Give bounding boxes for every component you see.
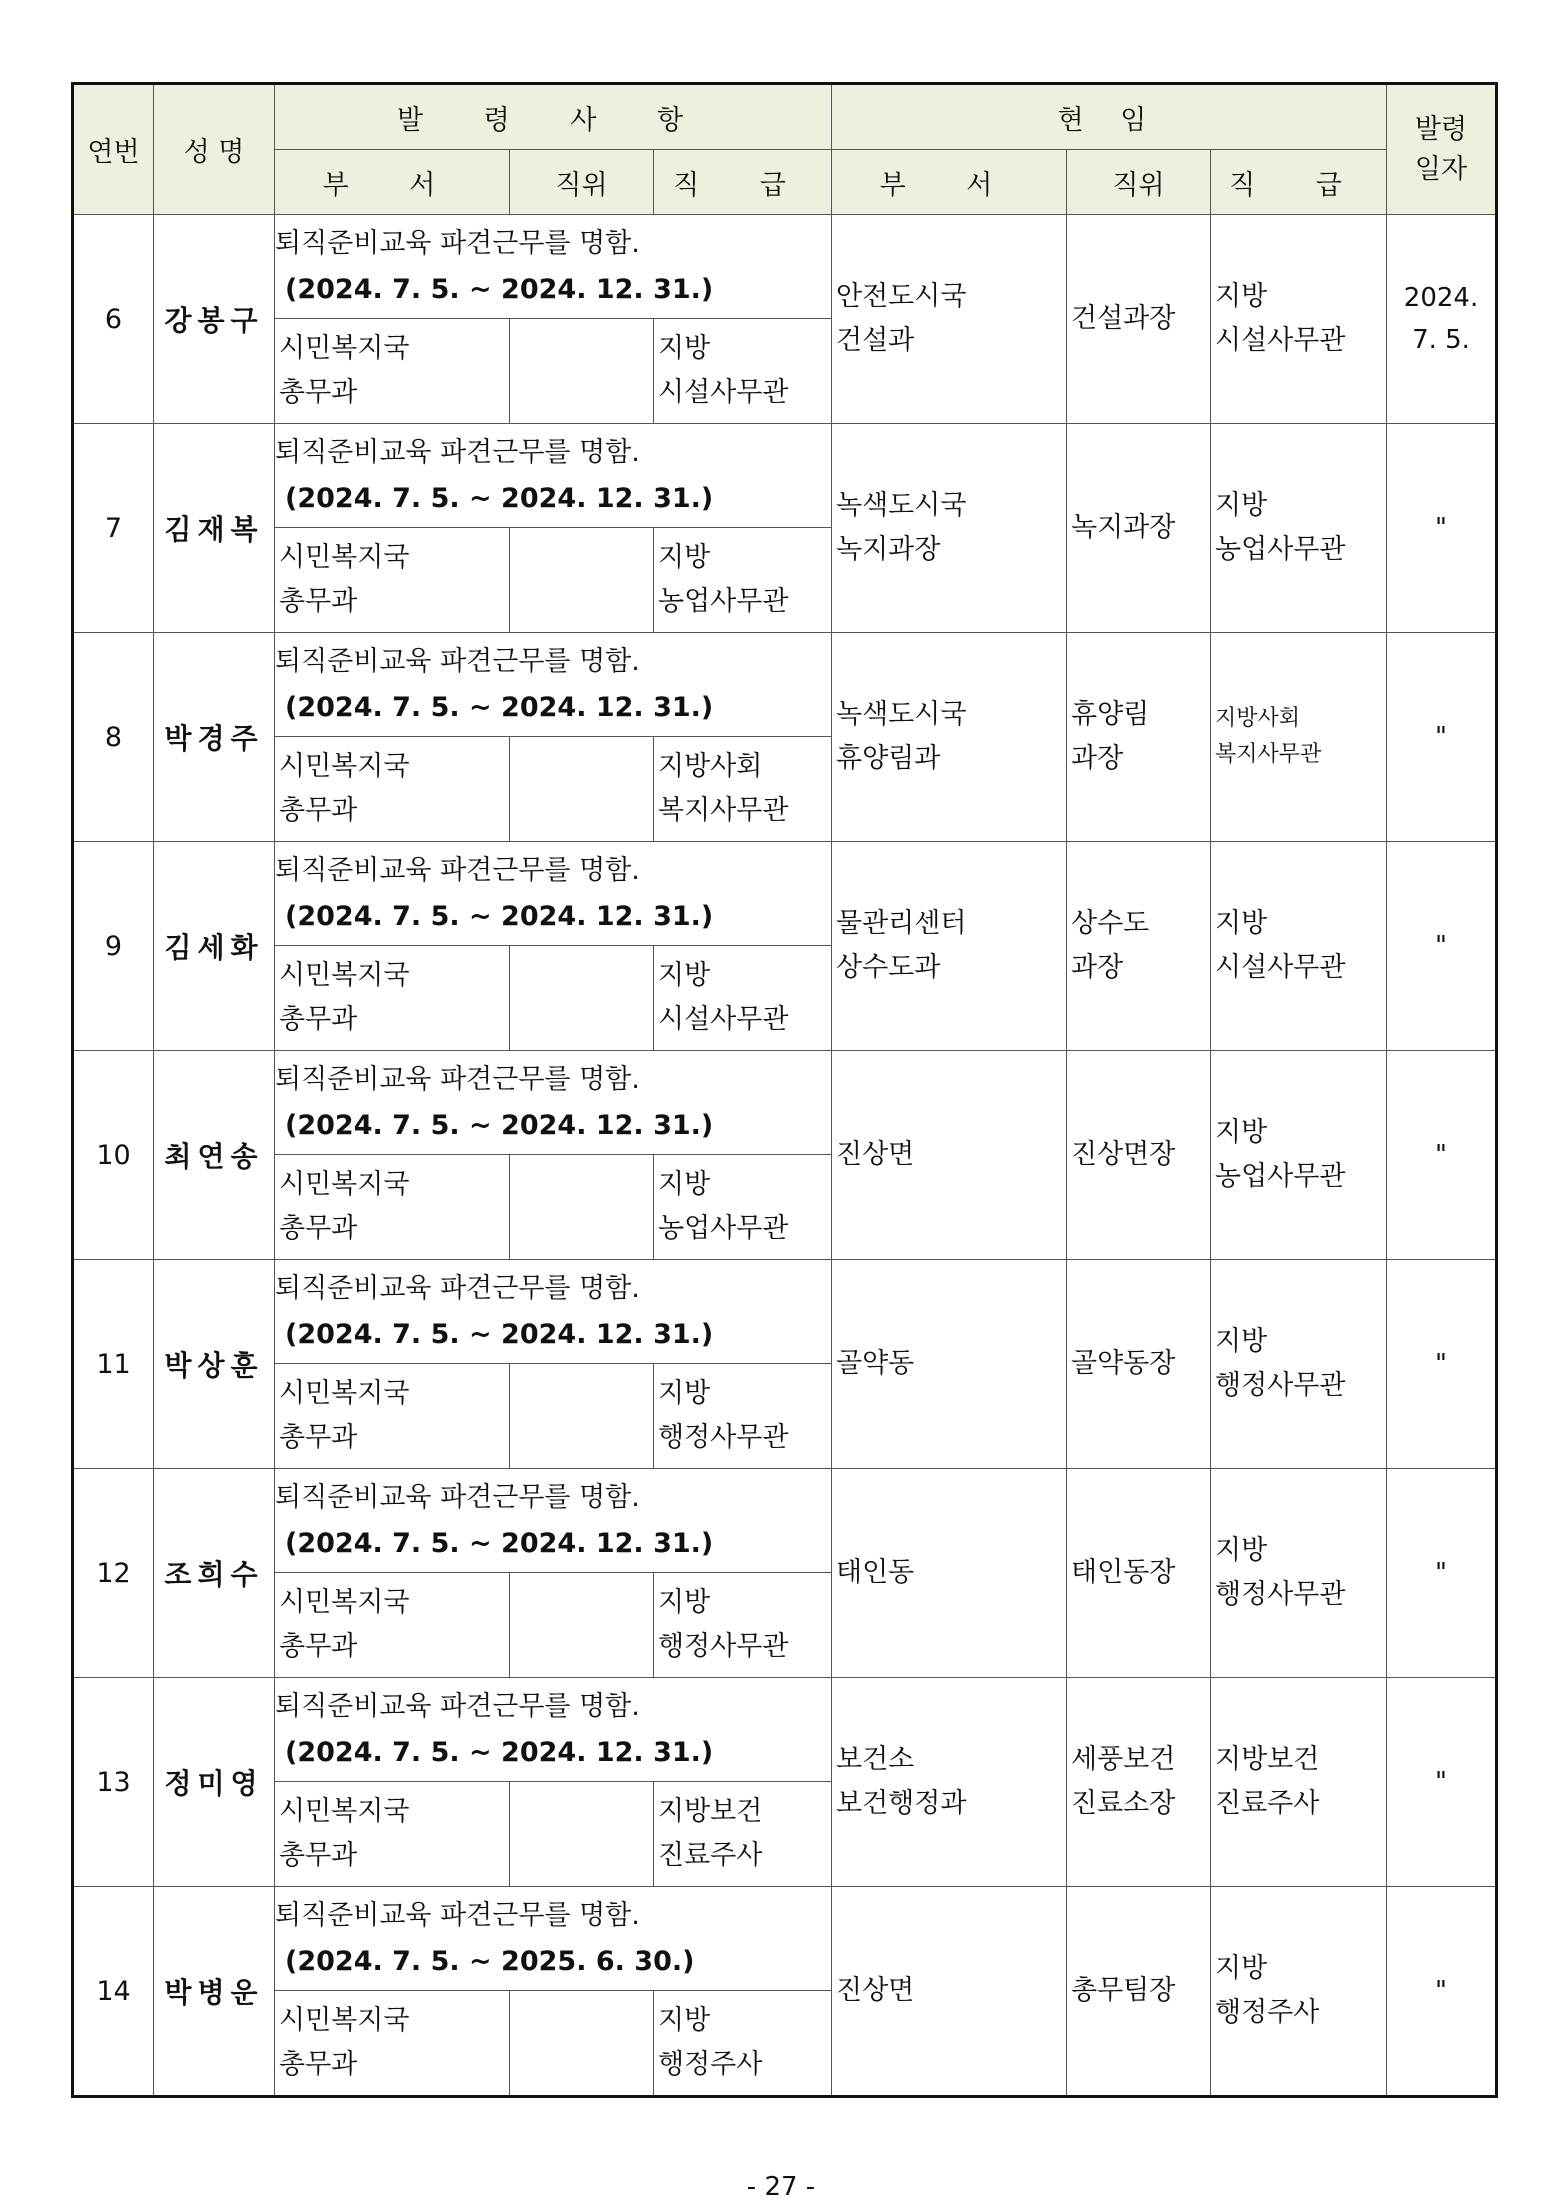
new-dept-line1: 시민복지국 <box>279 1169 410 1200</box>
row-no: 7 <box>73 424 154 633</box>
current-position <box>1067 424 1211 633</box>
current-dept-line1: 안전도시국 <box>836 281 967 312</box>
new-dept <box>275 737 510 842</box>
current-dept-line2: 상수도과 <box>836 952 941 983</box>
order-period: (2024. 7. 5. ~ 2024. 12. 31.) <box>285 482 714 514</box>
current-dept-line1: 진상면 <box>836 1975 915 2006</box>
order-date-line1: " <box>1435 513 1447 543</box>
new-dept-line1: 시민복지국 <box>279 542 410 573</box>
current-grade-line1: 지방 <box>1215 490 1268 521</box>
new-grade <box>654 1573 832 1678</box>
current-position-line1: 골약동장 <box>1071 1348 1176 1379</box>
new-grade-line2: 농업사무관 <box>658 586 789 617</box>
current-dept-line2: 녹지과장 <box>836 534 941 565</box>
current-grade-line2: 복지사무관 <box>1215 742 1322 767</box>
current-grade-line1: 지방 <box>1215 908 1268 939</box>
current-position-line2: 과장 <box>1071 743 1124 774</box>
current-dept <box>832 1051 1067 1260</box>
order-text: 퇴직준비교육 파견근무를 명함. <box>275 1899 640 1931</box>
header-current <box>832 84 1387 150</box>
new-grade-line2: 복지사무관 <box>658 795 789 826</box>
current-grade-line1: 지방 <box>1215 1326 1268 1357</box>
current-dept-line2: 휴양림과 <box>836 743 941 774</box>
new-dept-line2: 총무과 <box>279 1840 358 1871</box>
current-dept-line1: 골약동 <box>836 1348 915 1379</box>
new-position <box>510 737 654 842</box>
table-row <box>73 424 1497 528</box>
row-no: 8 <box>73 633 154 842</box>
order-date-line1: 2024. <box>1403 283 1479 313</box>
new-dept-line1: 시민복지국 <box>279 751 410 782</box>
order-text: 퇴직준비교육 파견근무를 명함. <box>275 854 640 886</box>
new-dept <box>275 946 510 1051</box>
current-position <box>1067 1887 1211 2097</box>
new-dept-line1: 시민복지국 <box>279 333 410 364</box>
header-current-dept: 부 서 <box>832 150 1067 215</box>
new-grade-line2: 행정사무관 <box>658 1422 789 1453</box>
current-position-line1: 진상면장 <box>1071 1139 1176 1170</box>
current-dept-line1: 진상면 <box>836 1139 915 1170</box>
person-name: 김세화 <box>154 842 275 1051</box>
new-dept-line2: 총무과 <box>279 795 358 826</box>
order-date <box>1387 1469 1497 1678</box>
order-period: (2024. 7. 5. ~ 2024. 12. 31.) <box>285 1318 714 1350</box>
order-text: 퇴직준비교육 파견근무를 명함. <box>275 227 640 259</box>
new-dept-line1: 시민복지국 <box>279 2005 410 2036</box>
row-no: 6 <box>73 215 154 424</box>
row-no: 9 <box>73 842 154 1051</box>
current-grade-line2: 농업사무관 <box>1215 534 1346 565</box>
current-position-line1: 상수도 <box>1071 908 1150 939</box>
current-grade-line1: 지방 <box>1215 1535 1268 1566</box>
current-grade-line2: 농업사무관 <box>1215 1161 1346 1192</box>
current-dept <box>832 1887 1067 2097</box>
order-date-line1: " <box>1435 722 1447 752</box>
new-dept <box>275 528 510 633</box>
order-text: 퇴직준비교육 파견근무를 명함. <box>275 1272 640 1304</box>
new-dept <box>275 1155 510 1260</box>
current-dept <box>832 633 1067 842</box>
row-no: 10 <box>73 1051 154 1260</box>
new-grade-line1: 지방 <box>658 542 711 573</box>
current-dept-line1: 녹색도시국 <box>836 490 967 521</box>
current-dept-line2: 보건행정과 <box>836 1788 967 1819</box>
order-date-line1: " <box>1435 1349 1447 1379</box>
order-description <box>275 424 832 528</box>
current-grade <box>1211 1887 1387 2097</box>
row-no: 11 <box>73 1260 154 1469</box>
current-dept <box>832 1678 1067 1887</box>
order-date <box>1387 1678 1497 1887</box>
new-grade-line1: 지방보건 <box>658 1796 763 1827</box>
current-dept-line1: 보건소 <box>836 1744 915 1775</box>
new-grade-line1: 지방 <box>658 2005 711 2036</box>
row-no: 13 <box>73 1678 154 1887</box>
person-name: 김재복 <box>154 424 275 633</box>
current-position <box>1067 215 1211 424</box>
table-row <box>73 1678 1497 1782</box>
new-grade-line2: 농업사무관 <box>658 1213 789 1244</box>
new-position <box>510 319 654 424</box>
current-dept-line1: 녹색도시국 <box>836 699 967 730</box>
header-no: 연번 <box>73 84 154 215</box>
order-period: (2024. 7. 5. ~ 2024. 12. 31.) <box>285 1109 714 1141</box>
current-grade <box>1211 842 1387 1051</box>
current-dept <box>832 424 1067 633</box>
current-grade <box>1211 1051 1387 1260</box>
current-grade-line1: 지방 <box>1215 1953 1268 1984</box>
new-dept-line1: 시민복지국 <box>279 960 410 991</box>
current-dept <box>832 1260 1067 1469</box>
page-number: - 27 - <box>746 2172 816 2202</box>
new-dept-line2: 총무과 <box>279 1213 358 1244</box>
new-dept <box>275 1364 510 1469</box>
order-date-line1: " <box>1435 1767 1447 1797</box>
current-grade <box>1211 1260 1387 1469</box>
table-row <box>73 215 1497 319</box>
new-position <box>510 1573 654 1678</box>
current-grade-line1: 지방보건 <box>1215 1744 1320 1775</box>
order-period: (2024. 7. 5. ~ 2024. 12. 31.) <box>285 1527 714 1559</box>
table-row <box>73 1887 1497 1991</box>
header-current-position: 직위 <box>1067 150 1211 215</box>
header-order-position: 직위 <box>510 150 654 215</box>
order-text: 퇴직준비교육 파견근무를 명함. <box>275 645 640 677</box>
current-position <box>1067 1469 1211 1678</box>
current-grade <box>1211 633 1387 842</box>
new-grade-line1: 지방 <box>658 960 711 991</box>
current-position <box>1067 1678 1211 1887</box>
new-dept-line2: 총무과 <box>279 1004 358 1035</box>
current-position-line2: 진료소장 <box>1071 1788 1176 1819</box>
new-dept <box>275 1991 510 2097</box>
order-period: (2024. 7. 5. ~ 2024. 12. 31.) <box>285 691 714 723</box>
current-grade <box>1211 215 1387 424</box>
new-position <box>510 528 654 633</box>
new-dept <box>275 319 510 424</box>
new-grade-line2: 시설사무관 <box>658 377 789 408</box>
order-description <box>275 633 832 737</box>
table-row <box>73 1469 1497 1573</box>
order-text: 퇴직준비교육 파견근무를 명함. <box>275 1063 640 1095</box>
person-name: 조희수 <box>154 1469 275 1678</box>
current-position-line2: 과장 <box>1071 952 1124 983</box>
current-grade-line1: 지방사회 <box>1215 706 1301 731</box>
order-date-line1: " <box>1435 931 1447 961</box>
order-date <box>1387 424 1497 633</box>
current-dept-line1: 태인동 <box>836 1557 915 1588</box>
new-grade <box>654 319 832 424</box>
new-grade <box>654 1364 832 1469</box>
order-description <box>275 215 832 319</box>
new-grade-line1: 지방 <box>658 1169 711 1200</box>
current-position-line1: 휴양림 <box>1071 699 1150 730</box>
table-row <box>73 633 1497 737</box>
person-name: 박병운 <box>154 1887 275 2097</box>
new-grade <box>654 946 832 1051</box>
order-description <box>275 1678 832 1782</box>
current-position-line1: 총무팀장 <box>1071 1975 1176 2006</box>
new-position <box>510 1782 654 1887</box>
new-grade-line1: 지방 <box>658 333 711 364</box>
personnel-order-table <box>71 82 1498 2098</box>
new-dept-line2: 총무과 <box>279 1631 358 1662</box>
new-grade-line1: 지방 <box>658 1378 711 1409</box>
new-grade <box>654 1991 832 2097</box>
order-date <box>1387 633 1497 842</box>
current-position <box>1067 842 1211 1051</box>
current-position-line1: 녹지과장 <box>1071 512 1176 543</box>
order-period: (2024. 7. 5. ~ 2024. 12. 31.) <box>285 273 714 305</box>
table-row <box>73 842 1497 946</box>
table-row <box>73 1260 1497 1364</box>
header-order: 발 령 사 항 <box>275 84 832 150</box>
order-date <box>1387 842 1497 1051</box>
current-grade-line2: 행정주사 <box>1215 1997 1320 2028</box>
new-grade <box>654 1155 832 1260</box>
order-description <box>275 842 832 946</box>
new-dept <box>275 1573 510 1678</box>
table-row <box>73 1051 1497 1155</box>
order-description <box>275 1469 832 1573</box>
order-date <box>1387 1051 1497 1260</box>
order-date <box>1387 215 1497 424</box>
current-grade-line2: 진료주사 <box>1215 1788 1320 1819</box>
current-grade-line1: 지방 <box>1215 1117 1268 1148</box>
new-position <box>510 1364 654 1469</box>
header-current-label: 현 임 <box>1057 104 1161 136</box>
header-date: 발령 일자 <box>1387 84 1497 215</box>
order-date-line1: " <box>1435 1558 1447 1588</box>
order-text: 퇴직준비교육 파견근무를 명함. <box>275 436 640 468</box>
current-dept <box>832 215 1067 424</box>
current-grade-line2: 시설사무관 <box>1215 952 1346 983</box>
current-position <box>1067 633 1211 842</box>
current-dept-line2: 건설과 <box>836 325 915 356</box>
new-grade-line2: 행정사무관 <box>658 1631 789 1662</box>
new-dept <box>275 1782 510 1887</box>
new-dept-line1: 시민복지국 <box>279 1378 410 1409</box>
order-date <box>1387 1887 1497 2097</box>
new-grade-line2: 행정주사 <box>658 2049 763 2080</box>
current-dept-line1: 물관리센터 <box>836 908 967 939</box>
current-grade-line1: 지방 <box>1215 281 1268 312</box>
new-grade <box>654 737 832 842</box>
order-text: 퇴직준비교육 파견근무를 명함. <box>275 1481 640 1513</box>
person-name: 박경주 <box>154 633 275 842</box>
new-dept-line1: 시민복지국 <box>279 1587 410 1618</box>
order-period: (2024. 7. 5. ~ 2024. 12. 31.) <box>285 900 714 932</box>
order-description <box>275 1887 832 1991</box>
row-no: 12 <box>73 1469 154 1678</box>
new-grade-line2: 진료주사 <box>658 1840 763 1871</box>
person-name: 정미영 <box>154 1678 275 1887</box>
order-description <box>275 1260 832 1364</box>
new-position <box>510 946 654 1051</box>
new-dept-line2: 총무과 <box>279 1422 358 1453</box>
new-grade <box>654 528 832 633</box>
header-current-grade: 직 급 <box>1211 150 1387 215</box>
new-dept-line2: 총무과 <box>279 377 358 408</box>
new-grade-line1: 지방 <box>658 1587 711 1618</box>
current-dept <box>832 842 1067 1051</box>
current-position-line1: 태인동장 <box>1071 1557 1176 1588</box>
current-grade-line2: 시설사무관 <box>1215 325 1346 356</box>
new-grade <box>654 1782 832 1887</box>
order-period: (2024. 7. 5. ~ 2024. 12. 31.) <box>285 1736 714 1768</box>
current-dept <box>832 1469 1067 1678</box>
order-date-line1: " <box>1435 1976 1447 2006</box>
new-dept-line2: 총무과 <box>279 2049 358 2080</box>
current-position-line1: 건설과장 <box>1071 303 1176 334</box>
header-order-grade: 직 급 <box>654 150 832 215</box>
current-grade <box>1211 1678 1387 1887</box>
order-period: (2024. 7. 5. ~ 2025. 6. 30.) <box>285 1945 695 1977</box>
current-position-line1: 세풍보건 <box>1071 1744 1176 1775</box>
order-date-line2: 7. 5. <box>1412 325 1470 355</box>
new-grade-line1: 지방사회 <box>658 751 763 782</box>
new-dept-line2: 총무과 <box>279 586 358 617</box>
current-grade-line2: 행정사무관 <box>1215 1370 1346 1401</box>
order-description <box>275 1051 832 1155</box>
new-position <box>510 1155 654 1260</box>
current-grade <box>1211 1469 1387 1678</box>
current-grade-line2: 행정사무관 <box>1215 1579 1346 1610</box>
header-order-dept: 부 서 <box>275 150 510 215</box>
current-position <box>1067 1260 1211 1469</box>
current-position <box>1067 1051 1211 1260</box>
person-name: 최연송 <box>154 1051 275 1260</box>
new-dept-line1: 시민복지국 <box>279 1796 410 1827</box>
row-no: 14 <box>73 1887 154 2097</box>
current-grade <box>1211 424 1387 633</box>
order-date-line1: " <box>1435 1140 1447 1170</box>
new-position <box>510 1991 654 2097</box>
order-date <box>1387 1260 1497 1469</box>
new-grade-line2: 시설사무관 <box>658 1004 789 1035</box>
person-name: 강봉구 <box>154 215 275 424</box>
person-name: 박상훈 <box>154 1260 275 1469</box>
header-name: 성 명 <box>154 84 275 215</box>
order-text: 퇴직준비교육 파견근무를 명함. <box>275 1690 640 1722</box>
